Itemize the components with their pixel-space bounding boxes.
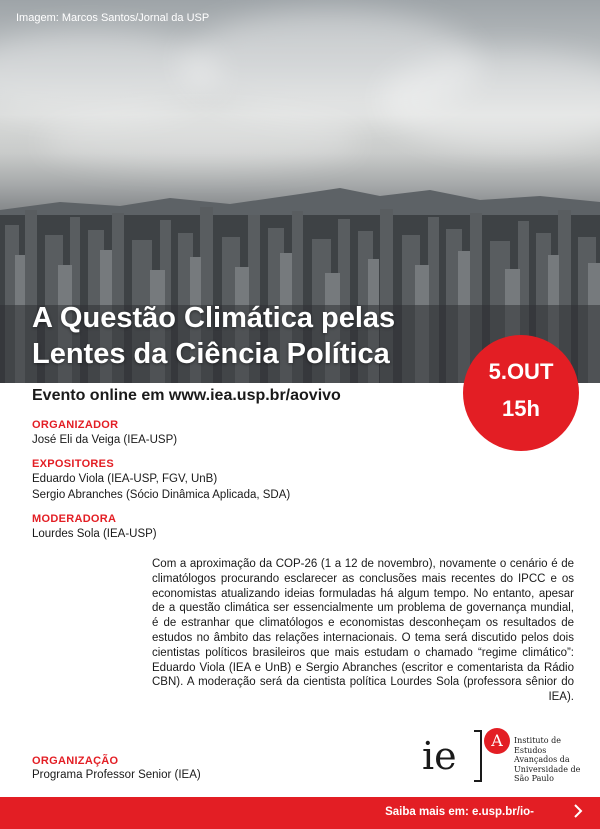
logo-a-icon: A — [484, 728, 510, 754]
footer-bar — [0, 797, 600, 829]
event-description: Com a aproximação da COP-26 (1 a 12 de novembro), novamente o cenário é de climatólogos procurando esclarecer as conclusões mais recentes do IPCC e os economistas atualizando ideias formuladas há algum tempo. No entanto, apesar de a questão climática ser essencialmente um problema de governança mundial, é de estranhar que climatólogos e economistas desconheçam os resultados de estudos no âmbito das relações internacionais. O tema será discutido pelos dois cientistas políticos brasileiros que mais estudam o chamado “regime climático”: Eduardo Viola (IEA e UnB) e Sergio Abranches (escritor e comentarista da Rádio CBN). A moderação será da cientista política Lourdes Sola (professora sênior do IEA). — [152, 558, 574, 704]
moderadora-name: Lourdes Sola (IEA-USP) — [32, 528, 157, 540]
organizacao-label: ORGANIZAÇÃO — [32, 755, 119, 767]
hero-photo — [0, 0, 600, 383]
moderadora-label: MODERADORA — [32, 513, 117, 525]
iea-usp-logo — [422, 728, 582, 788]
event-date: 5.OUT — [488, 359, 554, 384]
saiba-mais-link[interactable]: Saiba mais em: e.usp.br/io- — [385, 806, 534, 818]
logo-line: Instituto de — [514, 736, 561, 745]
date-badge — [463, 335, 579, 451]
chevron-right-icon[interactable] — [570, 803, 586, 819]
logo-ie-mark: ie — [422, 734, 457, 778]
logo-bracket — [474, 730, 482, 782]
event-title — [32, 300, 472, 372]
expositor-name: Sergio Abranches (Sócio Dinâmica Aplicada, SDA) — [32, 489, 291, 501]
logo-line: Avançados da — [514, 755, 570, 764]
organizador-name: José Eli da Veiga (IEA-USP) — [32, 434, 178, 446]
logo-institution-name — [514, 736, 580, 784]
logo-line: Estudos — [514, 745, 547, 755]
logo-line: Universidade de — [514, 764, 581, 774]
event-time: 15h — [502, 396, 540, 421]
title-line: A Questão Climática pelas — [32, 302, 396, 334]
expositor-name: Eduardo Viola (IEA-USP, FGV, UnB) — [32, 473, 218, 485]
title-line: Lentes da Ciência Política — [32, 338, 390, 370]
expositores-label: EXPOSITORES — [32, 458, 114, 470]
organizador-label: ORGANIZADOR — [32, 419, 119, 431]
online-event-link[interactable]: Evento online em www.iea.usp.br/aovivo — [32, 387, 341, 404]
image-credit: Imagem: Marcos Santos/Jornal da USP — [16, 12, 210, 24]
logo-line: São Paulo — [514, 774, 554, 783]
organizacao-name: Programa Professor Senior (IEA) — [32, 769, 201, 781]
